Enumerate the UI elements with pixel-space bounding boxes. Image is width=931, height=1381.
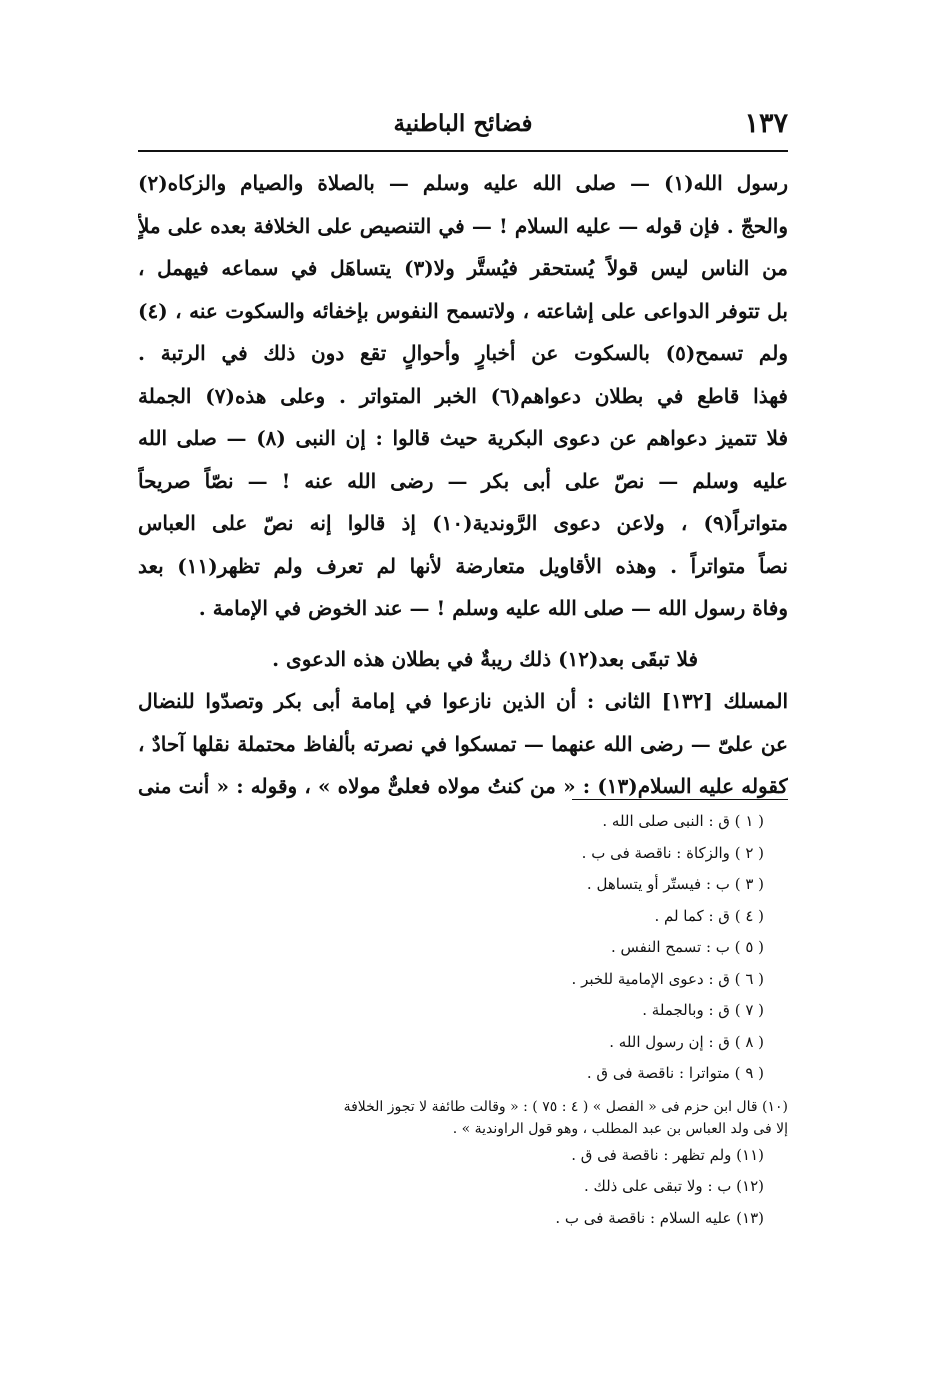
text-line: فلا تبقَى بعد(١٢) ذلك ريبةٌ في بطلان هذه الدعوى . <box>272 646 698 671</box>
text-line: ولم تسمح(٥) بالسكوت عن أخبارٍ وأحوالٍ تقع دون ذلك في الرتبة . <box>138 341 788 365</box>
page-number: ١٣٧ <box>744 108 788 139</box>
text-line: بل تتوفر الدواعى على إشاعته ، ولاتسمح النفوس بإخفائه والسكوت عنه ، (٤) <box>138 298 788 323</box>
main-text <box>138 162 788 808</box>
text-line: كقوله عليه السلام(١٣) : « من كنتُ مولاه فعلىٌّ مولاه » ، وقوله : « أنت منى <box>138 774 788 798</box>
text-line: فلا تتميز دعواهم عن دعوى البكرية حيث قالوا : إن النبى (٨) — صلى الله <box>138 426 788 450</box>
footnote: ( ١ ) ق : النبى صلى الله . <box>602 812 764 830</box>
footnote: ( ٢ ) والزكاة : ناقصة فى ب . <box>581 843 764 862</box>
header-rule <box>138 150 788 152</box>
footnote: ( ٩ ) متواترا : ناقصة فى ق . <box>586 1064 764 1082</box>
text-line: وفاة رسول الله — صلى الله عليه وسلم ! — عند الخوض في الإمامة . <box>198 596 788 620</box>
text-line: عن علىّ — رضى الله عنهما — تمسكوا في نصرته بألفاظ محتملة نقلها آحادٌ ، <box>138 731 788 756</box>
footnote: (١٢) ب : ولا تبقى على ذلك . <box>583 1177 764 1195</box>
text-line: نصاً متواتراً . وهذه الأقاويل متعارضة لأنها لم تعرف ولم تظهر(١١) بعد <box>138 553 788 578</box>
text-line: فهذا قاطع في بطلان دعواهم(٦) الخبر المتواتر . وعلى هذه(٧) الجملة <box>138 383 788 408</box>
footnote: ( ٥ ) ب : تسمح النفس . <box>611 938 764 956</box>
footnote: (١٣) عليه السلام : ناقصة فى ب . <box>555 1208 764 1227</box>
footnote: ( ٨ ) ق : إن رسول الله . <box>609 1032 764 1051</box>
page-header <box>138 108 788 148</box>
text-line: والحجّ . فإن قوله — عليه السلام ! — في التنصيص على الخلافة بعده على ملأٍ <box>138 213 788 238</box>
footnote: (١١) ولم تظهر : ناقصة فى ق . <box>571 1145 764 1164</box>
footnote: ( ٣ ) ب : فيستّر أو يتساهل . <box>586 875 764 893</box>
text-line: من الناس ليس قولاً يُستحقر فيُستَّر ولا(٣) يتساهَل في سماعه فيهمل ، <box>138 256 788 280</box>
footnote: ( ٦ ) ق : دعوى الإمامية للخبر . <box>571 969 764 988</box>
text-line: متواتراً(٩) ، ولاعن دعوى الرَّوندية(١٠) إذ قالوا إنه نصّ على العباس <box>138 511 788 535</box>
footnote: ( ٧ ) ق : وبالجملة . <box>642 1001 764 1019</box>
running-title: فضائح الباطنية <box>393 110 533 137</box>
text-line: عليه وسلم — نصّ على أبى بكر — رضى الله عنه ! — نصّاً صريحاً <box>138 468 788 493</box>
text-line: المسلك [١٣٢] الثانى : أن الذين نازعوا في إمامة أبى بكر وتصدّوا للنضال <box>138 689 788 713</box>
text-line: رسول الله(١) — صلى الله عليه وسلم — بالصلاة والصيام والزكاه(٢) <box>138 171 788 195</box>
footnote: ( ٤ ) ق : كما لم . <box>654 906 764 925</box>
footnotes <box>138 806 788 1234</box>
paragraph-gap <box>138 630 788 638</box>
footnote-rule <box>572 799 788 800</box>
footnote: (١٠) قال ابن حزم فى « الفصل » ( ٤ : ٧٥ ) : « وقالت طائفة لا تجوز الخلافة <box>343 1098 788 1115</box>
footnote-continuation: إلا فى ولد العباس بن عبد المطلب ، وهو قول الراوندية » . <box>452 1120 788 1137</box>
